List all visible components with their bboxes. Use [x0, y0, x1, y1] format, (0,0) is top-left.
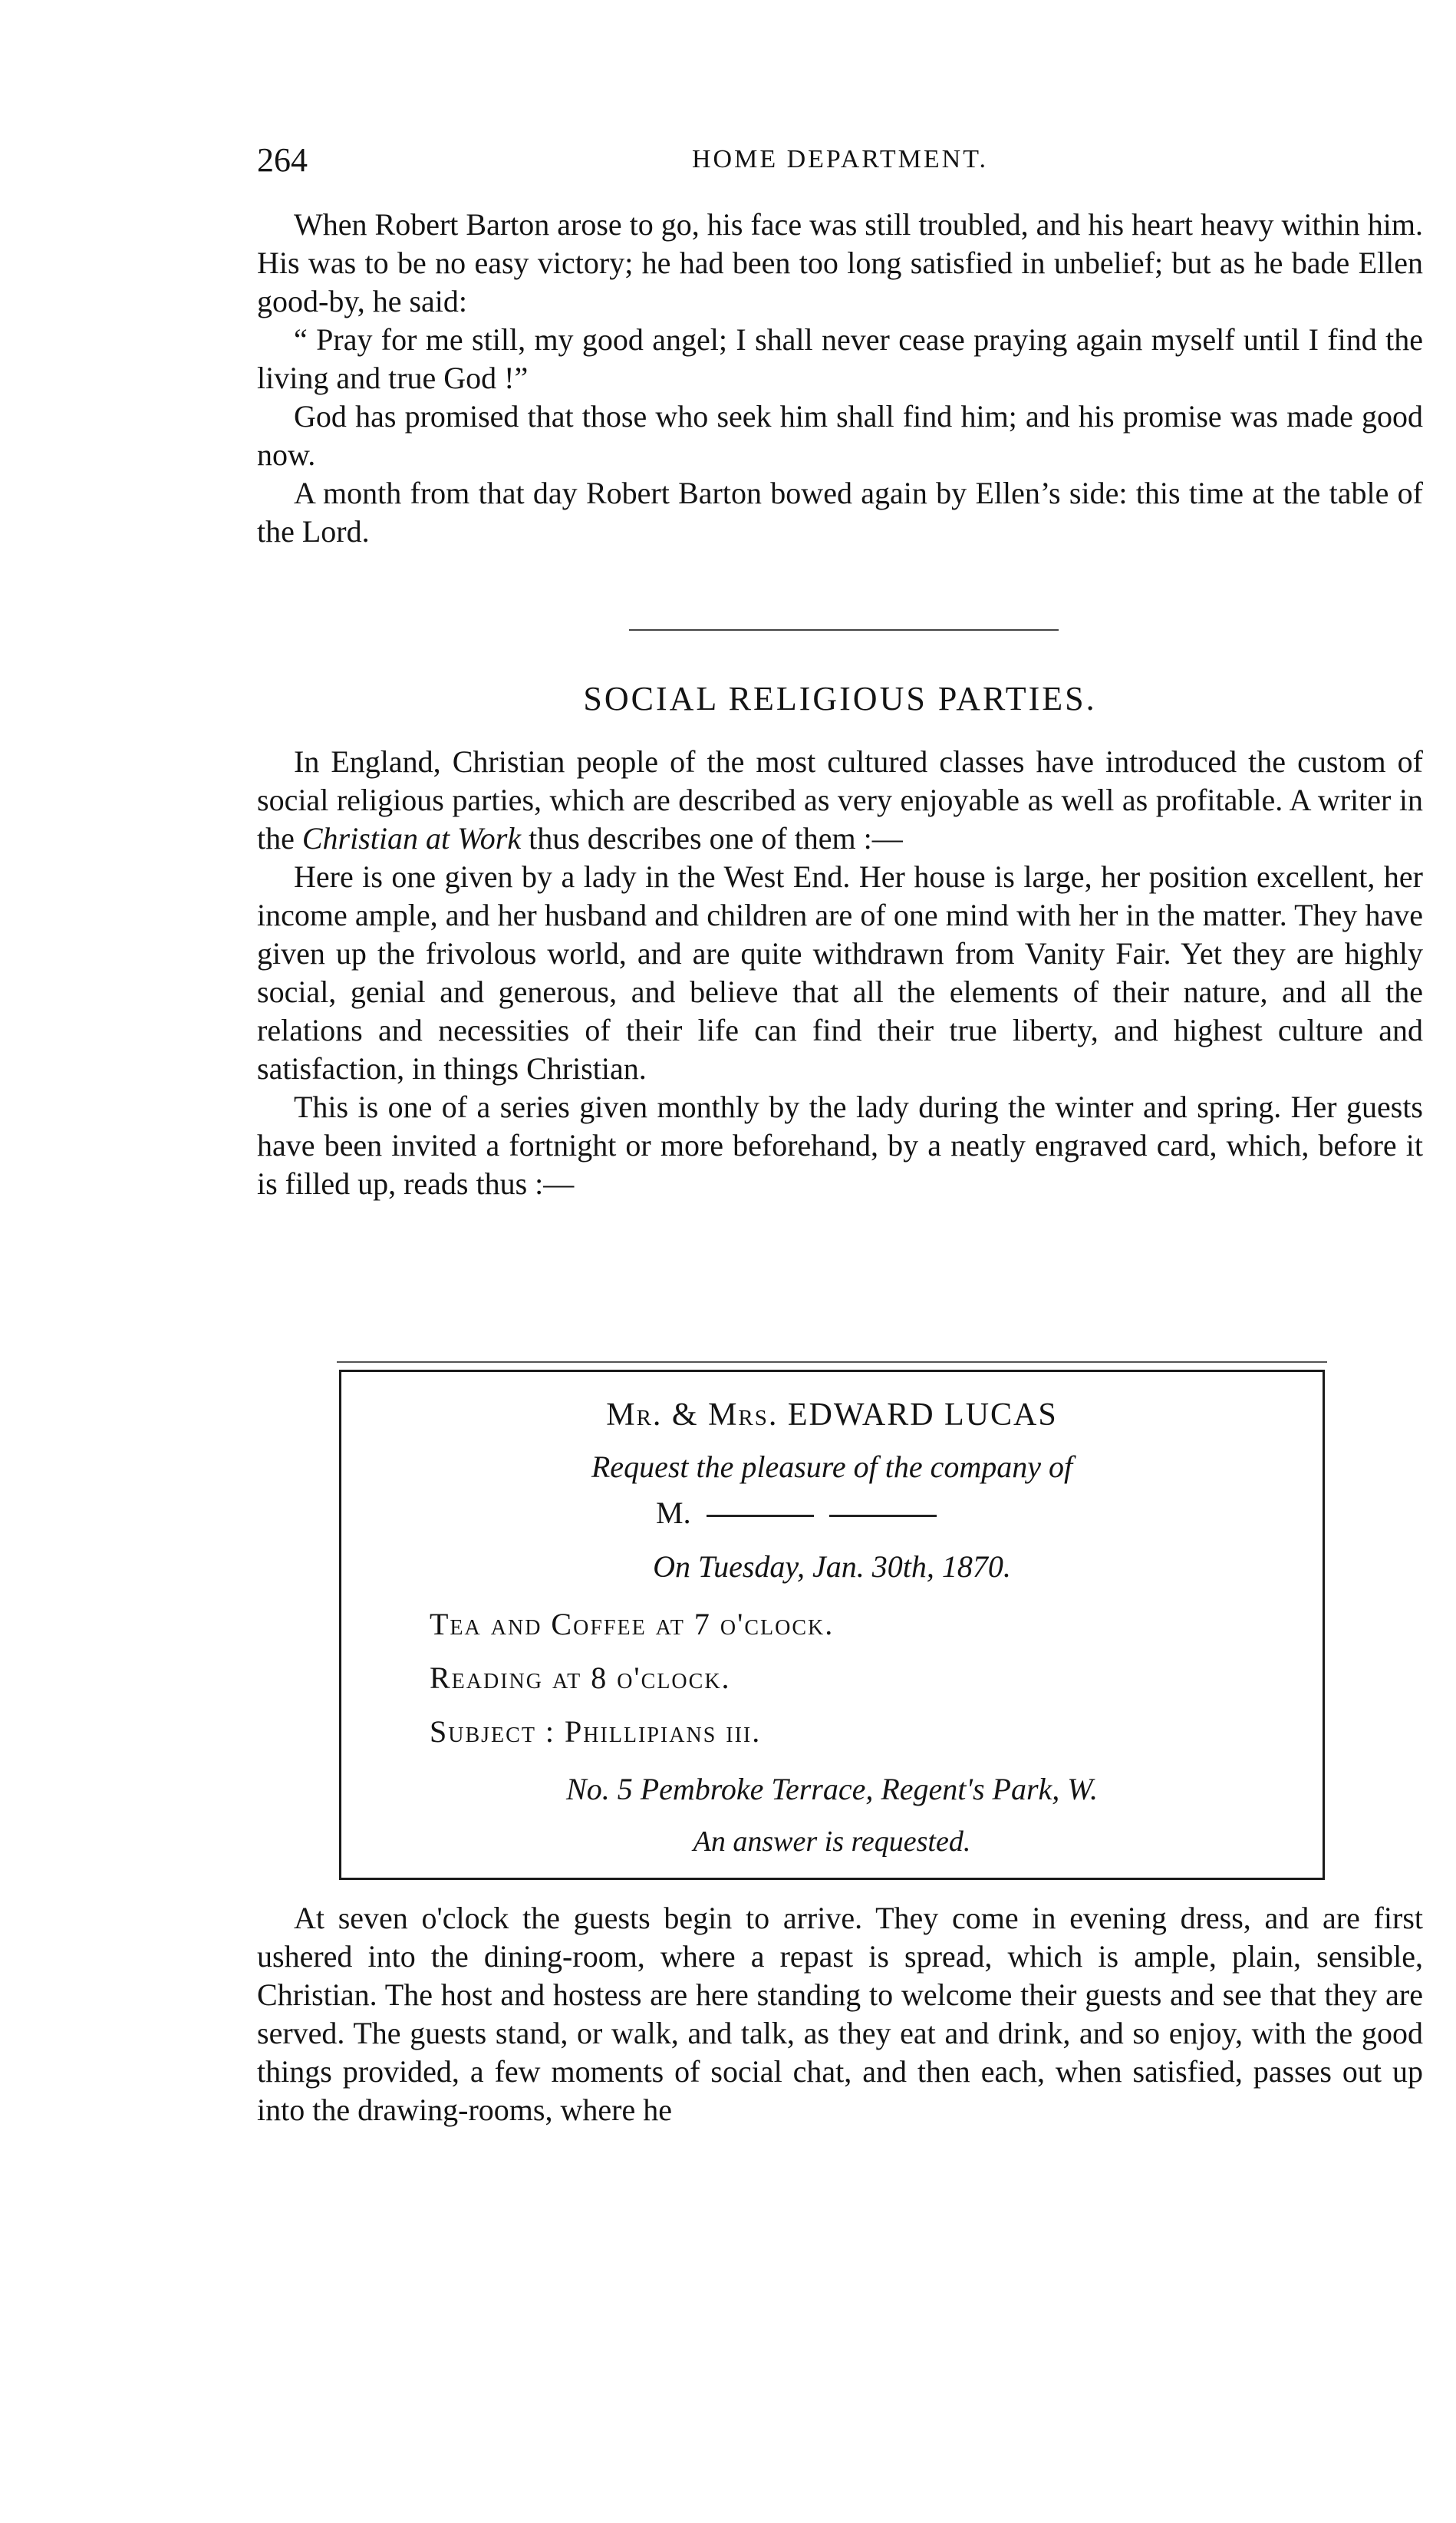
article-paragraph: Here is one given by a lady in the West End. Her house is large, her position excellent, her income ample, and her husband and children are of one mind with her in the matter. They have given up the frivolous world, and are quite withdrawn from Vanity Fair. Yet they are highly social, genial and generous, and believe that all the elements of their nature, and all the relations and necessities of their life can find their true liberty, and highest culture and satisfaction, in things Christian. — [257, 859, 1423, 1086]
publication-name: Christian at Work — [301, 821, 522, 856]
invitation-card — [339, 1370, 1325, 1880]
article-title: SOCIAL RELIGIOUS PARTIES. — [583, 680, 1097, 717]
card-rsvp: An answer is requested. — [693, 1825, 971, 1858]
card-addressee-line — [656, 1495, 937, 1531]
card-hosts: Mr. & Mrs. EDWARD LUCAS — [606, 1397, 1058, 1433]
card-addressee: M. — [656, 1496, 691, 1530]
article-paragraph: At seven o'clock the guests begin to arrive. They come in evening dress, and are first ushered into the dining-room, where a repast is spread, which is ample, plain, sensible, Christian. The host and hostess are here standing to welcome their guests and see that they are served. The guests stand, or walk, and talk, as they eat and drink, and so enjoy, with the good things provided, a few moments of social chat, and then each, when satisfied, passes out up into the drawing-rooms, where he — [257, 1901, 1423, 2127]
card-address: No. 5 Pembroke Terrace, Regent's Park, W. — [566, 1772, 1098, 1806]
article-body — [257, 743, 1423, 1203]
article-paragraph: This is one of a series given monthly by the lady during the winter and spring. Her guests have been invited a fortnight or more beforehand, by a neatly engraved card, which, before it is filled up, reads thus :— — [257, 1090, 1423, 1201]
card-date: On Tuesday, Jan. 30th, 1870. — [653, 1549, 1011, 1584]
story-paragraph: A month from that day Robert Barton bowed again by Ellen’s side: this time at the table of the Lord. — [257, 476, 1423, 549]
story-paragraph: “ Pray for me still, my good angel; I shall never cease praying again myself until I find the living and true God !” — [257, 322, 1423, 395]
card-reading: Reading at 8 o'clock. — [430, 1661, 731, 1695]
card-top-rule — [337, 1361, 1327, 1363]
card-tea: Tea and Coffee at 7 o'clock. — [430, 1607, 835, 1641]
card-request: Request the pleasure of the company of — [591, 1449, 1073, 1484]
card-subject: Subject : Phillipians iii. — [430, 1714, 762, 1749]
article-continuation — [257, 1899, 1423, 2129]
story-conclusion — [257, 206, 1423, 551]
story-paragraph: When Robert Barton arose to go, his face was still troubled, and his heart heavy within him. His was to be no easy victory; he had been too long satisfied in unbelief; but as he bade Ellen good-by, he said: — [257, 207, 1423, 318]
section-divider — [629, 629, 1059, 631]
page-header — [257, 140, 1423, 186]
article-intro: In England, Christian people of the most cultured classes have introduced the custom of social religious parties, which are described as very enjoyable as well as profitable. A writer in the Christian at Work thus describes one of them :— — [257, 744, 1423, 856]
story-paragraph: God has promised that those who seek him shall find him; and his promise was made good now. — [257, 399, 1423, 472]
blank-rule — [829, 1515, 937, 1517]
running-title: HOME DEPARTMENT. — [692, 145, 988, 173]
blank-rule — [707, 1515, 814, 1517]
page-number: 264 — [257, 141, 308, 179]
